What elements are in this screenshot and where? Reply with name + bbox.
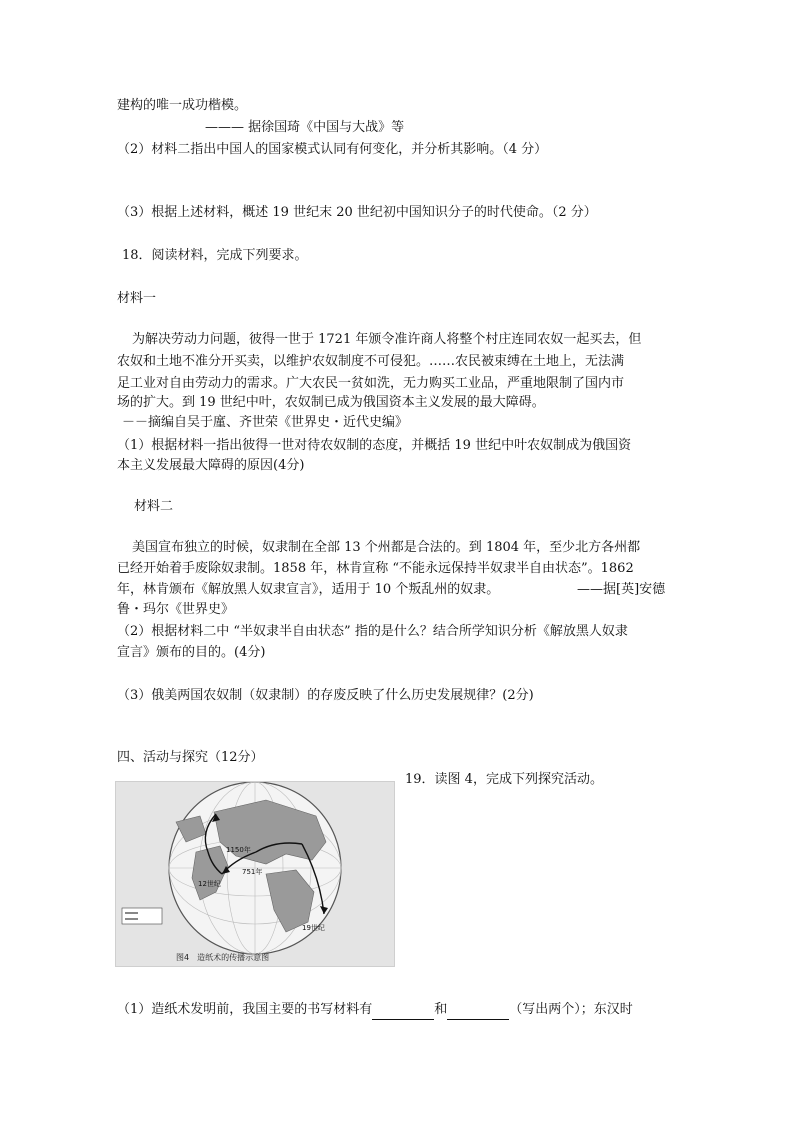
material-2-title: 材料二: [134, 499, 174, 514]
map-label: 751年: [242, 868, 263, 876]
question-18-2: （2）根据材料二中 “半奴隶半自由状态” 指的是什么？结合所学知识分析《解放黑人奴隶: [117, 624, 628, 639]
source-citation: ——— 据徐国琦《中国与大战》等: [205, 120, 405, 135]
material-2-paragraph: 年，林肯颁布《解放黑人奴隶宣言》，适用于 10 个叛乱州的奴隶。: [117, 582, 500, 597]
map-label: 19世纪: [302, 924, 325, 932]
question-19-heading: 19．读图 4，完成下列探究活动。: [405, 772, 603, 787]
paper-spread-map-figure: [115, 781, 395, 967]
question-19-1-text: （1）造纸术发明前，我国主要的书写材料有: [117, 1002, 373, 1017]
question-3: （3）根据上述材料，概述 19 世纪末 20 世纪初中国知识分子的时代使命。（2 分）: [117, 205, 597, 220]
figure-caption: 图4 造纸术的传播示意图: [176, 953, 270, 962]
question-18-2: 宣言》颁布的目的。(4分): [117, 645, 266, 660]
text-line: 建构的唯一成功楷模。: [117, 98, 248, 113]
material-1-paragraph: 为解决劳动力问题，彼得一世于 1721 年颁令准许商人将整个村庄连同农奴一起买去，但: [132, 332, 642, 347]
map-legend: [122, 908, 162, 924]
answer-blank-2[interactable]: [447, 1005, 509, 1020]
material-1-source: －－摘编自吴于廑、齐世荣《世界史・近代史编》: [122, 415, 409, 430]
material-2-paragraph: 美国宣布独立的时候，奴隶制在全部 13 个州都是合法的。到 1804 年，至少北方各州都: [132, 540, 641, 555]
material-2-paragraph: 已经开始着手废除奴隶制。1858 年，林肯宣称 “不能永远保持半奴隶半自由状态”。1862: [117, 561, 634, 576]
material-1-paragraph: 农奴和土地不准分开买卖，以维护农奴制度不可侵犯。……农民被束缚在土地上，无法满: [117, 354, 625, 369]
material-1-paragraph: 足工业对自由劳动力的需求。广大农民一贫如洗，无力购买工业品，严重地限制了国内市: [117, 376, 625, 391]
answer-blank-1[interactable]: [372, 1005, 434, 1020]
material-2-source: ——据[英]安德: [577, 582, 666, 597]
material-1-title: 材料一: [117, 291, 157, 306]
material-1-paragraph: 场的扩大。到 19 世纪中叶，农奴制已成为俄国资本主义发展的最大障碍。: [117, 395, 545, 410]
question-18-heading: 18．阅读材料，完成下列要求。: [122, 248, 308, 263]
question-2: （2）材料二指出中国人的国家模式认同有何变化，并分析其影响。（4 分）: [117, 142, 548, 157]
section-4-heading: 四、活动与探究（12分）: [117, 750, 264, 765]
question-19-1: [117, 1000, 633, 1020]
question-18-1: （1）根据材料一指出彼得一世对待农奴制的态度，并概括 19 世纪中叶农奴制成为俄国资: [117, 438, 632, 453]
map-label: 1150年: [226, 846, 251, 854]
question-19-1-text: 和: [434, 1002, 448, 1017]
question-18-3: （3）俄美两国农奴制（奴隶制）的存废反映了什么历史发展规律？(2分): [117, 688, 534, 703]
question-19-1-text: （写出两个）；东汉时: [509, 1002, 633, 1017]
question-18-1: 本主义发展最大障碍的原因(4分): [117, 458, 305, 473]
material-2-source: 鲁・玛尔《世界史》: [117, 602, 235, 617]
map-label: 12世纪: [198, 880, 221, 888]
